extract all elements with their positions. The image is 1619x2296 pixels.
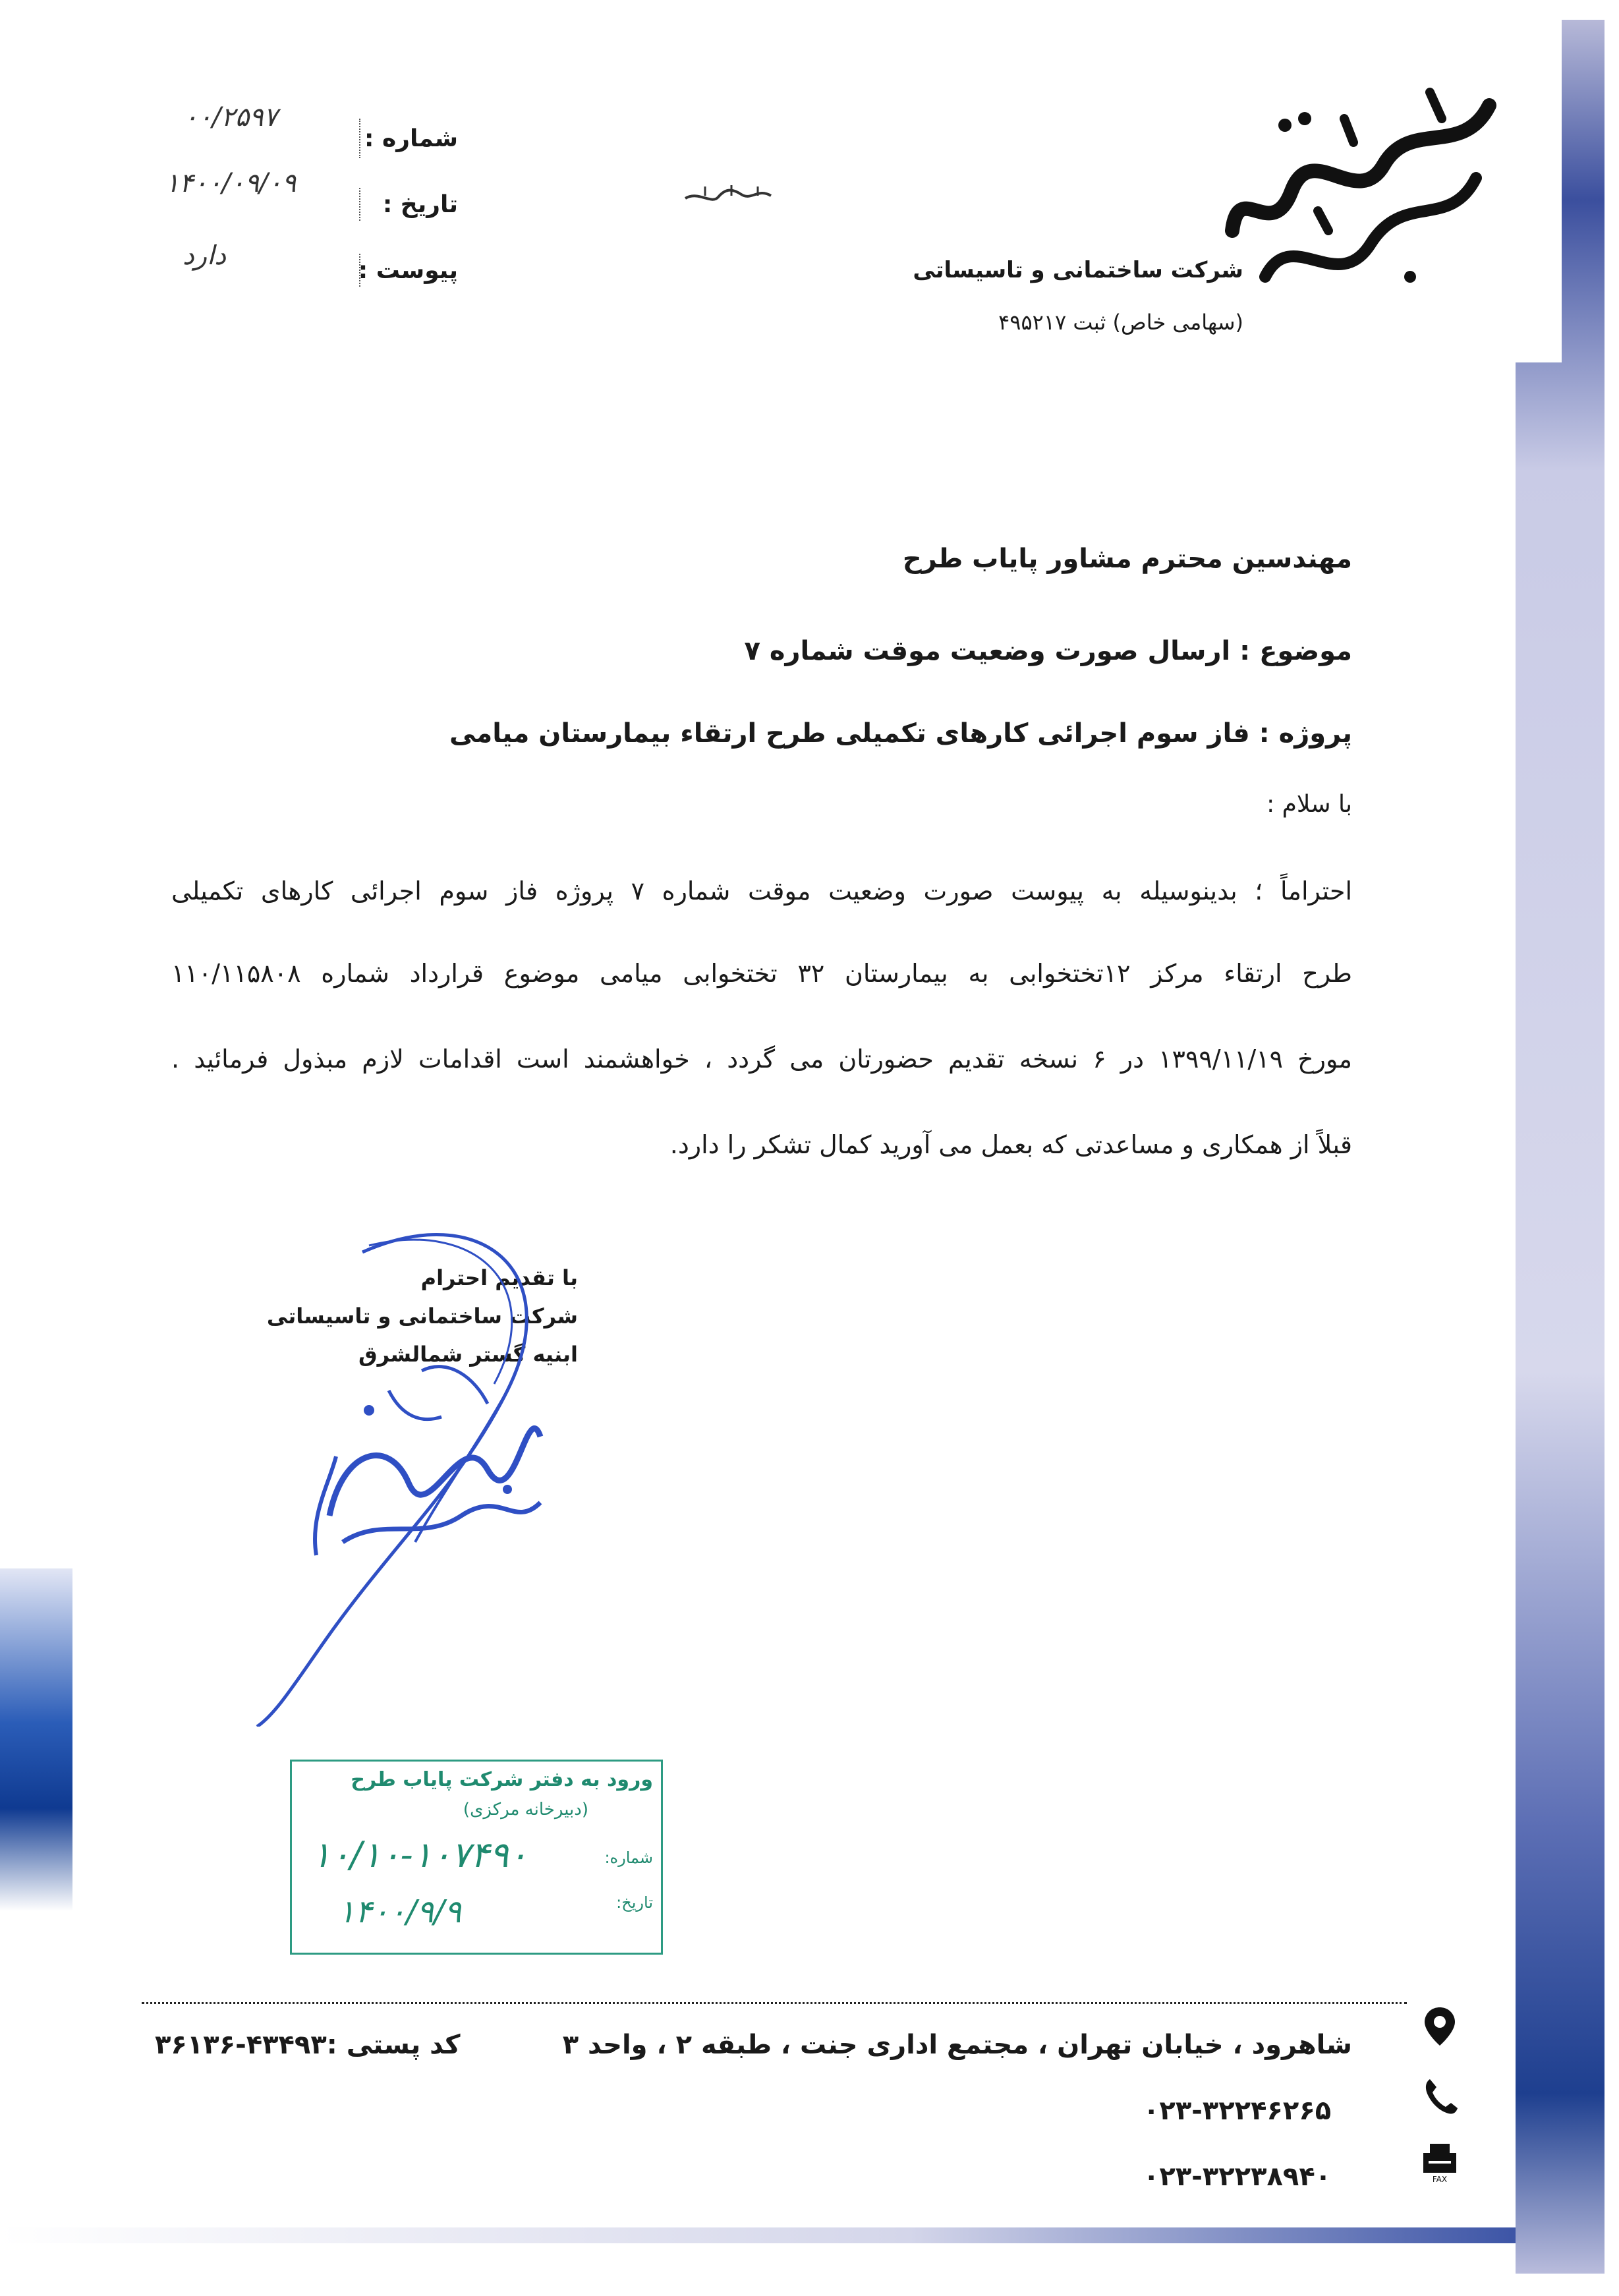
attachment-label: پیوست : — [358, 257, 458, 284]
received-number-value: ۱۰/۱۰-۱۰۷۴۹۰ — [312, 1834, 528, 1876]
company-seal — [290, 1318, 567, 1595]
meta-divider — [359, 119, 360, 158]
received-date-value: ۱۴۰۰/۹/۹ — [338, 1893, 462, 1930]
number-value: ۰۰/۲۵۹۷ — [183, 102, 278, 132]
basmala-calligraphy — [679, 181, 778, 208]
company-registration: (سهامی خاص) ثبت ۴۹۵۲۱۷ — [998, 310, 1243, 335]
greeting: با سلام : — [1266, 791, 1352, 818]
received-stamp-subtitle: (دبیرخانه مرکزی) — [463, 1800, 588, 1820]
received-date-label: تاریخ: — [616, 1893, 653, 1912]
company-logo — [1212, 79, 1516, 297]
footer-phone: ۰۲۳-۳۲۲۴۶۲۶۵ — [1143, 2096, 1332, 2126]
body-line: طرح ارتقاء مرکز ۱۲تختخوابی به بیمارستان ۳۲ تختخوابی میامی موضوع قرارداد شماره ۱۱۰/۱۱۵۸۰۸ — [171, 959, 1352, 988]
company-type: شرکت ساختمانی و تاسیساتی — [913, 257, 1243, 283]
project: پروژه : فاز سوم اجرائی کارهای تکمیلی طرح ارتقاء بیمارستان میامی — [449, 718, 1352, 749]
date-label: تاریخ : — [382, 191, 458, 218]
signature-company-name: ابنیه گستر شمالشرق — [358, 1342, 578, 1367]
meta-divider — [359, 188, 360, 221]
left-decorative-accent — [0, 1568, 72, 1911]
location-icon — [1417, 2003, 1463, 2050]
body-line: قبلاً از همکاری و مساعدتی که بعمل می آورید کمال تشکر را دارد. — [669, 1130, 1352, 1159]
footer-divider — [142, 2002, 1407, 2004]
footer-address: شاهرود ، خیابان تهران ، مجتمع اداری جنت ، طبقه ۲ ، واحد ۳ — [562, 2030, 1352, 2060]
number-label: شماره : — [364, 125, 458, 152]
footer-postal-code: کد پستی :۴۳۴۹۳-۳۶۱۳۶ — [155, 2030, 461, 2060]
date-value: ۱۴۰۰/۰۹/۰۹ — [165, 168, 297, 198]
bottom-decorative-bar — [0, 2227, 1516, 2243]
body-line: مورخ ۱۳۹۹/۱۱/۱۹ در ۶ نسخه تقدیم حضورتان می گردد ، خواهشمند است اقدامات لازم مبذول فرمائید . — [171, 1045, 1352, 1074]
meta-divider — [359, 254, 360, 287]
fax-icon-caption: FAX — [1432, 2175, 1448, 2184]
footer-fax: ۰۲۳-۳۲۲۳۸۹۴۰ — [1143, 2162, 1332, 2192]
subject: موضوع : ارسال صورت وضعیت موقت شماره ۷ — [744, 636, 1352, 666]
signature-closing: با تقدیم احترام — [420, 1265, 578, 1290]
body-line: احتراماً ؛ بدینوسیله به پیوست صورت وضعیت موقت شماره ۷ پروژه فاز سوم اجرائی کارهای تکمیلی — [171, 876, 1353, 905]
received-number-label: شماره: — [604, 1849, 653, 1867]
top-margin — [0, 0, 1619, 11]
phone-icon — [1417, 2073, 1463, 2119]
received-stamp — [290, 1760, 663, 1955]
received-stamp-title: ورود به دفتر شرکت پایاب طرح — [351, 1768, 653, 1791]
fax-icon — [1417, 2138, 1463, 2185]
attachment-value: دارد — [182, 241, 227, 271]
signature-company-line: شرکت ساختمانی و تاسیساتی — [266, 1304, 578, 1329]
recipient: مهندسین محترم مشاور پایاب طرح — [902, 544, 1352, 574]
